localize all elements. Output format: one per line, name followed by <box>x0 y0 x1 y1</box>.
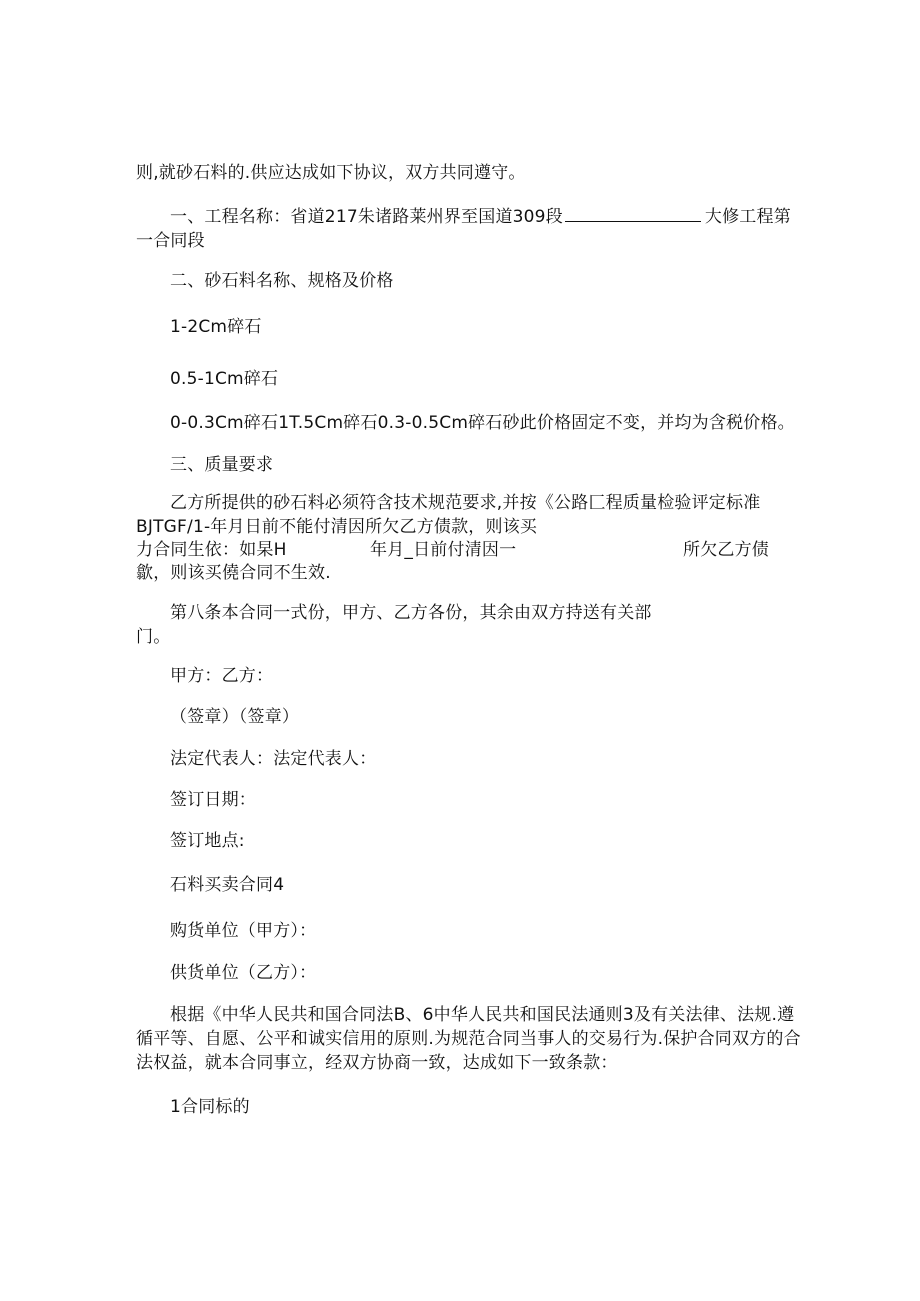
contract-subject-heading: 1合同标的 <box>170 1097 250 1117</box>
material-item-1: 1-2Cm碎石 <box>170 317 262 337</box>
article-eight-line-2: 门。 <box>136 627 171 647</box>
section-heading-quality: 三、质量要求 <box>170 455 274 475</box>
legal-basis-line-3: 法权益，就本合同事立，经双方协商一致，达成如下一致条款： <box>136 1053 618 1073</box>
supplier-line: 供货单位（乙方）： <box>170 963 317 983</box>
legal-representative-line: 法定代表人：法定代表人： <box>170 749 377 769</box>
quality-paragraph-line-3-right: 所欠乙方债 <box>683 540 769 560</box>
signing-place-line: 签订地点: <box>170 831 245 851</box>
article-eight-line-1: 第八条本合同一式份，甲方、乙方各份，其余由双方持送有关部 <box>170 603 652 623</box>
material-item-2: 0.5-1Cm碎石 <box>170 369 279 389</box>
buyer-line: 购货单位（甲方）： <box>170 921 317 941</box>
project-name-continued: 一合同段 <box>136 231 205 251</box>
project-name-label: 一、工程名称：省道217朱诸路莱州界至国道309段 <box>170 207 563 227</box>
paragraph-agreement-intro: 则,就砂石料的.供应达成如下协议，双方共同遵守。 <box>136 163 526 183</box>
signing-date-line: 签订日期： <box>170 790 256 810</box>
seal-line: （签章）（签章） <box>170 707 300 727</box>
contract-title: 石料买卖合同4 <box>170 875 285 895</box>
blank-field <box>565 207 701 222</box>
quality-paragraph-line-4: 歙，则该买僥合同不生效. <box>136 563 331 583</box>
project-name-suffix: 大修工程第 <box>704 207 791 227</box>
legal-basis-line-2: 循平等、自愿、公平和诚实信用的原则.为规范合同当事人的交易行为.保护合同双方的合 <box>136 1029 801 1049</box>
section-heading-materials: 二、砂石料名称、规格及价格 <box>170 271 394 291</box>
quality-paragraph-line-3-mid: 年月_日前付清因一 <box>370 540 517 560</box>
quality-paragraph-line-3-left: 力合同生依：如杲H <box>136 540 287 560</box>
legal-basis-line-1: 根据《中华人民共和国合同法B、6中华人民共和国民法通则3及有关法律、法规.遵 <box>170 1005 795 1025</box>
quality-paragraph-line-1: 乙方所提供的砂石料必须符含技术规范要求,并按《公路匚程质量检验评定标准 <box>170 493 761 513</box>
material-item-3: 0-0.3Cm碎石1T.5Cm碎石0.3-0.5Cm碎石砂此价格固定不变，并均为含税价格。 <box>170 413 795 433</box>
parties-line: 甲方：乙方： <box>170 666 274 686</box>
quality-paragraph-line-2: BJTGF/1-年月日前不能付清因所欠乙方债款，则该买 <box>136 517 538 537</box>
project-name-line <box>170 206 791 228</box>
